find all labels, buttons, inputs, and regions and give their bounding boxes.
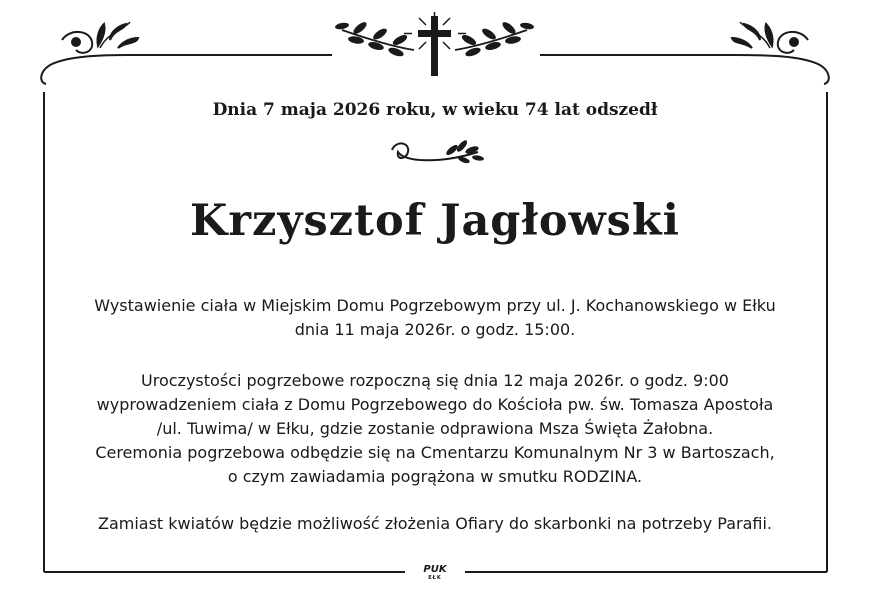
floral-swirl-icon — [732, 22, 829, 84]
deceased-name: Krzysztof Jagłowski — [190, 196, 680, 246]
company-logo — [410, 564, 460, 581]
floral-swirl-icon — [41, 22, 138, 84]
text-line: Zamiast kwiatów będzie możliwość złożenia Ofiary do skarbonki na potrzeby Parafii. — [97, 514, 772, 533]
text-line: /ul. Tuwima/ w Ełku, gdzie zostanie odprawiona Msza Święta Żałobna. — [156, 419, 714, 438]
funeral-paragraph — [60, 369, 810, 489]
logo-sub-text: EŁK — [428, 575, 442, 581]
text-line: Wystawienie ciała w Miejskim Domu Pogrzebowym przy ul. J. Kochanowskiego w Ełku — [94, 296, 776, 315]
olive-branch-divider-icon — [392, 139, 484, 165]
text-line: Uroczystości pogrzebowe rozpoczną się dnia 12 maja 2026r. o godz. 9:00 — [141, 371, 729, 390]
logo-main-text: PUK — [423, 564, 447, 575]
text-line: o czym zawiadamia pogrążona w smutku RODZINA. — [227, 467, 643, 486]
text-line: Ceremonia pogrzebowa odbędzie się na Cmentarzu Komunalnym Nr 3 w Bartoszach, — [95, 443, 775, 462]
text-line: wyprowadzeniem ciała z Domu Pogrzebowego do Kościoła pw. św. Tomasza Apostoła — [96, 395, 774, 414]
viewing-paragraph — [60, 294, 810, 342]
cross-with-laurel-icon — [335, 12, 535, 76]
notice-header: Dnia 7 maja 2026 roku, w wieku 74 lat odszedł — [212, 100, 658, 120]
text-line: dnia 11 maja 2026r. o godz. 15:00. — [294, 320, 576, 339]
donation-paragraph — [60, 512, 810, 536]
